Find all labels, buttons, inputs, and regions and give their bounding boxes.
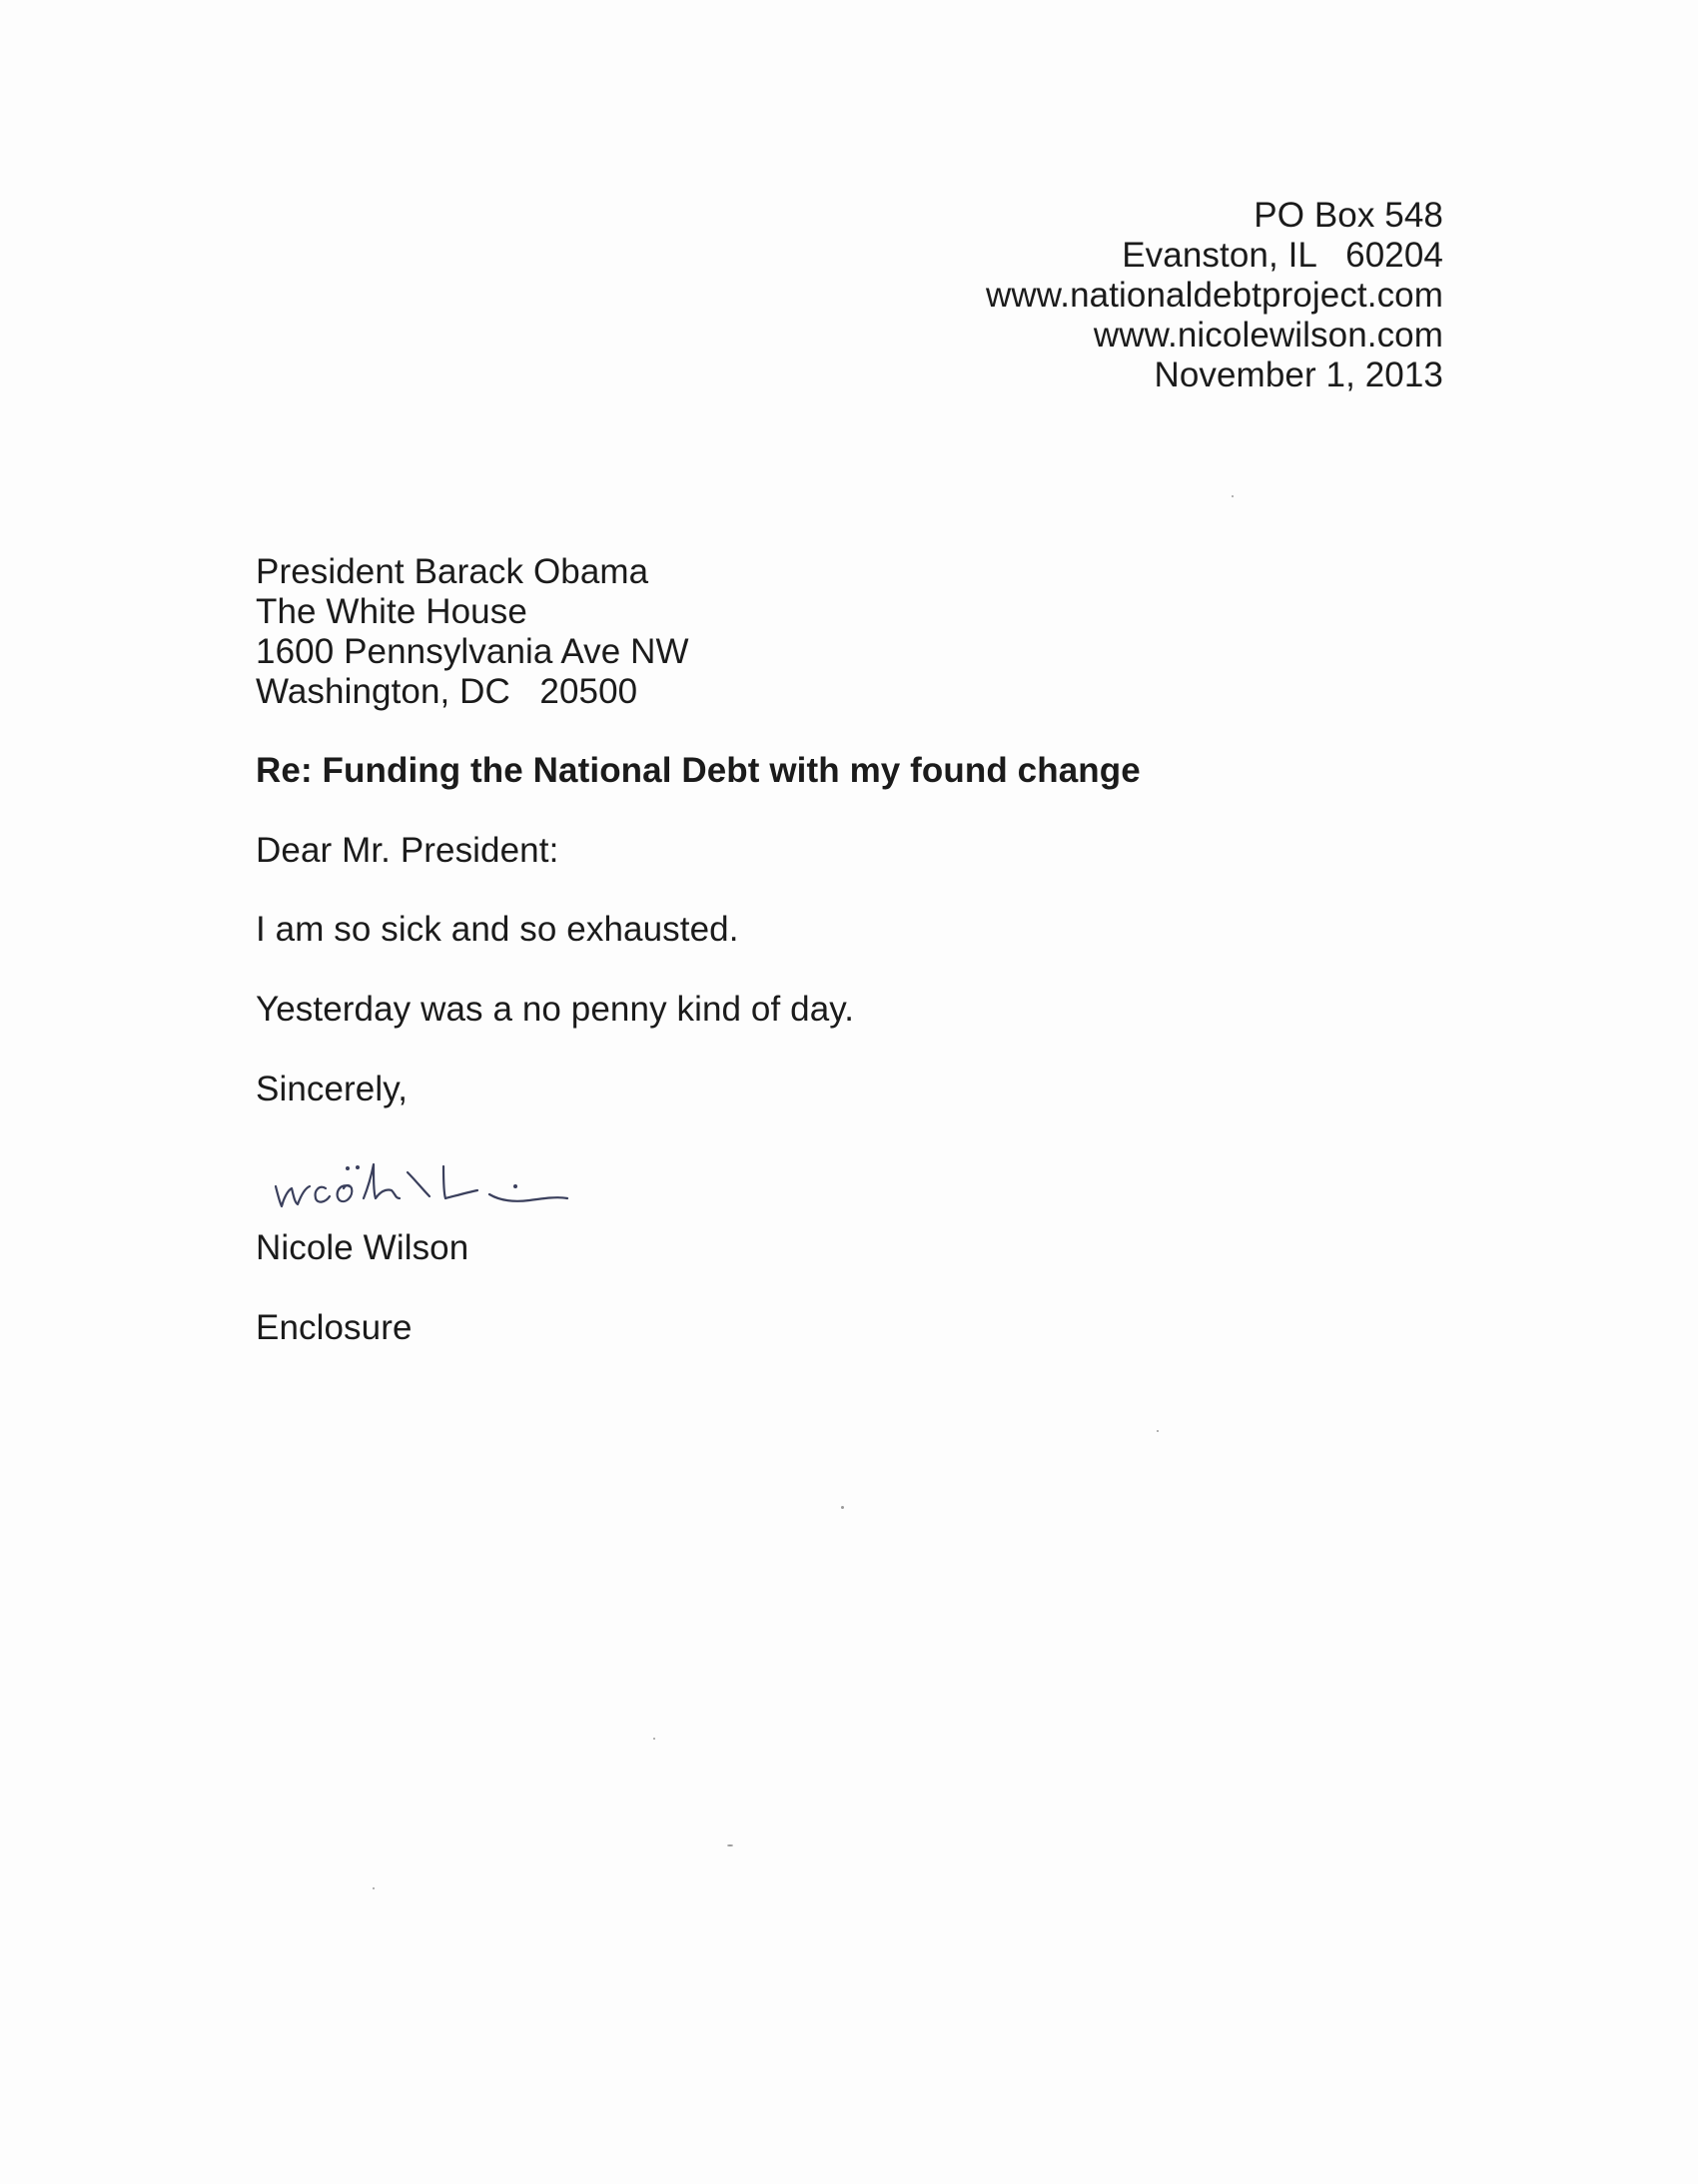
sender-website-2: www.nicolewilson.com	[1093, 316, 1443, 355]
enclosure-notation: Enclosure	[256, 1308, 413, 1347]
closing: Sincerely,	[256, 1070, 409, 1108]
scan-speck	[373, 1887, 375, 1889]
scan-speck	[653, 1738, 655, 1740]
sender-address-line-2: Evanston, IL 60204	[1122, 236, 1443, 275]
handwritten-signature	[268, 1138, 607, 1218]
scan-speck	[841, 1506, 844, 1509]
scan-speck	[1157, 1430, 1159, 1432]
recipient-name: President Barack Obama	[256, 552, 649, 591]
letter-date: November 1, 2013	[1154, 356, 1443, 394]
body-paragraph-1: I am so sick and so exhausted.	[256, 910, 739, 949]
scan-speck	[727, 1844, 733, 1846]
recipient-city-line: Washington, DC 20500	[256, 672, 638, 711]
recipient-street: 1600 Pennsylvania Ave NW	[256, 632, 689, 671]
subject-line: Re: Funding the National Debt with my found change	[256, 751, 1141, 790]
recipient-organization: The White House	[256, 592, 527, 631]
recipient-block	[256, 552, 689, 712]
signer-name: Nicole Wilson	[256, 1228, 469, 1267]
sender-website-1: www.nationaldebtproject.com	[986, 276, 1443, 315]
body-paragraph-2: Yesterday was a no penny kind of day.	[256, 990, 855, 1029]
sender-address-line-1: PO Box 548	[1254, 196, 1443, 235]
salutation: Dear Mr. President:	[256, 831, 559, 870]
sender-block	[986, 196, 1443, 395]
scan-speck	[1232, 495, 1234, 497]
